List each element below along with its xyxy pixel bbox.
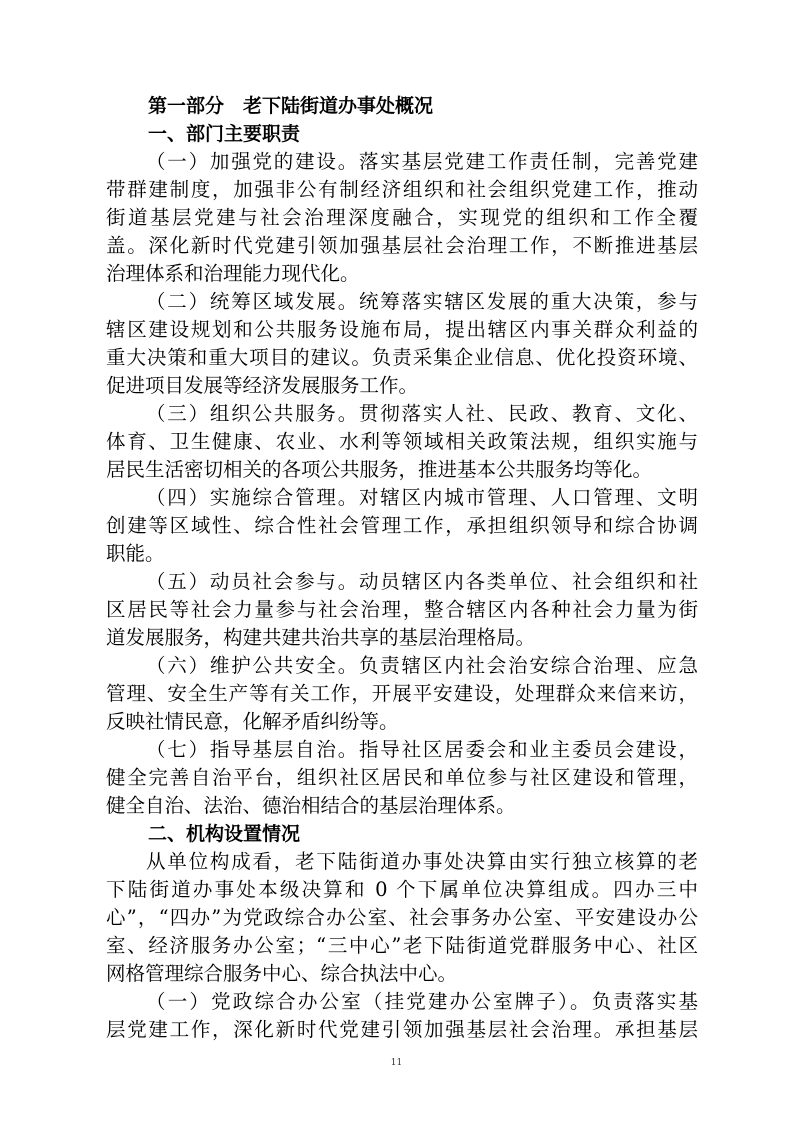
text-line: （五）动员社会参与。动员辖区内各类单位、社会组织和社 <box>146 570 698 593</box>
paragraph <box>106 652 698 736</box>
text-line: 心”，“四办”为党政综合办公室、社会事务办公室、平安建设办公 <box>106 906 698 929</box>
text-line: 治理体系和治理能力现代化。 <box>106 262 360 285</box>
paragraph <box>106 568 698 652</box>
text-line: 体育、卫生健康、农业、水利等领域相关政策法规，组织实施与 <box>106 430 698 453</box>
text-line: 健全完善自治平台，组织社区居民和单位参与社区建设和管理， <box>106 766 698 789</box>
text-line: （六）维护公共安全。负责辖区内社会治安综合治理、应急 <box>146 654 698 677</box>
paragraph <box>106 288 698 400</box>
text-line: （四）实施综合管理。对辖区内城市管理、人口管理、文明 <box>146 486 698 509</box>
document-page <box>106 92 698 1044</box>
text-line: 创建等区域性、综合性社会管理工作，承担组织领导和综合协调 <box>106 514 698 537</box>
text-line: （三）组织公共服务。贯彻落实人社、民政、教育、文化、 <box>146 402 698 425</box>
text-line: （七）指导基层自治。指导社区居委会和业主委员会建设， <box>146 738 698 761</box>
text-line: 道发展服务，构建共建共治共享的基层治理格局。 <box>106 626 536 649</box>
text-line: 管理、安全生产等有关工作，开展平安建设，处理群众来信来访， <box>106 682 698 705</box>
text-line: 重大决策和重大项目的建议。负责采集企业信息、优化投资环境、 <box>106 346 698 369</box>
text-line: （一）党政综合办公室（挂党建办公室牌子）。负责落实基 <box>146 990 698 1013</box>
text-line: （一）加强党的建设。落实基层党建工作责任制，完善党建 <box>146 150 698 173</box>
paragraph <box>106 736 698 820</box>
text-line: 带群建制度，加强非公有制经济组织和社会组织党建工作，推动 <box>106 178 698 201</box>
section-heading-organization: 二、机构设置情况 <box>148 823 301 845</box>
text-line: 区居民等社会力量参与社会治理，整合辖区内各种社会力量为街 <box>106 598 698 621</box>
paragraph <box>106 988 698 1044</box>
paragraph <box>106 848 698 988</box>
text-line: 盖。深化新时代党建引领加强基层社会治理工作，不断推进基层 <box>106 234 698 257</box>
text-line: 街道基层党建与社会治理深度融合，实现党的组织和工作全覆 <box>106 206 698 229</box>
paragraph <box>106 148 698 288</box>
text-line: 下陆街道办事处本级决算和 0 个下属单位决算组成。四办三中 <box>106 878 698 901</box>
paragraph <box>106 484 698 568</box>
text-line: （二）统筹区域发展。统筹落实辖区发展的重大决策，参与 <box>146 290 698 313</box>
text-line: 层党建工作，深化新时代党建引领加强基层社会治理。承担基层 <box>106 1018 698 1041</box>
section-heading-duties: 一、部门主要职责 <box>148 123 301 145</box>
text-line: 辖区建设规划和公共服务设施布局，提出辖区内事关群众利益的 <box>106 318 698 341</box>
text-line: 居民生活密切相关的各项公共服务，推进基本公共服务均等化。 <box>106 458 653 481</box>
page-number: 11 <box>390 1058 403 1068</box>
text-line: 健全自治、法治、德治相结合的基层治理体系。 <box>106 794 516 817</box>
text-line: 促进项目发展等经济发展服务工作。 <box>106 374 419 397</box>
text-line: 反映社情民意，化解矛盾纠纷等。 <box>106 710 399 733</box>
document-title: 第一部分 老下陆街道办事处概况 <box>148 95 434 117</box>
text-line: 网格管理综合服务中心、综合执法中心。 <box>106 962 458 985</box>
text-line: 室、经济服务办公室；“三中心”老下陆街道党群服务中心、社区 <box>106 934 698 957</box>
text-line: 职能。 <box>106 542 165 565</box>
text-line: 从单位构成看，老下陆街道办事处决算由实行独立核算的老 <box>146 850 698 873</box>
paragraph <box>106 400 698 484</box>
